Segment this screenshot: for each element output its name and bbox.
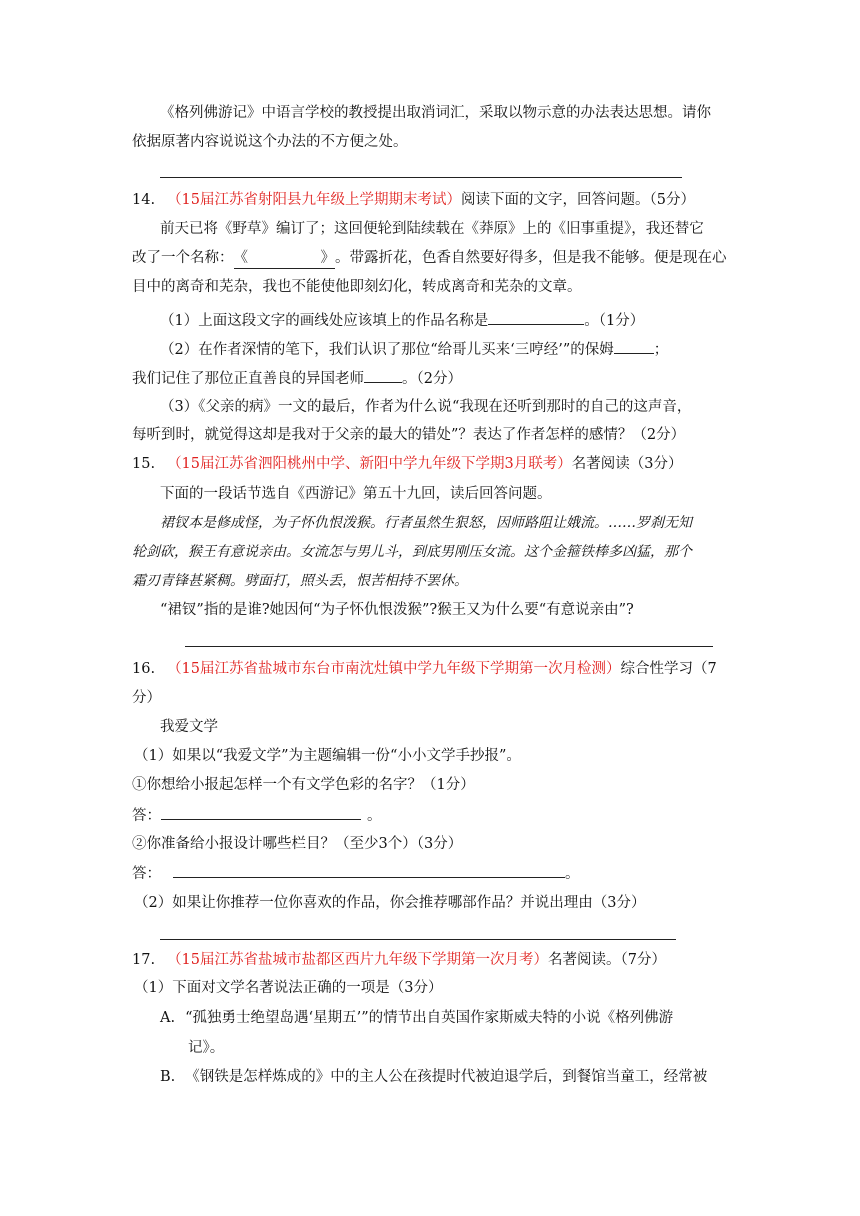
answer-line <box>185 646 713 647</box>
question-source: （15届江苏省射阳县九年级上学期期末考试） <box>167 192 462 208</box>
question-instruction: 名著阅读（3分） <box>571 456 683 472</box>
question-instruction: 综合性学习（7 <box>620 661 717 677</box>
question-15-prompt: “裙钗”指的是谁?她因何“为子怀仇恨泼猴”?猴王又为什么要“有意说亲由”? <box>160 602 634 618</box>
sub-question-score: 。（1分） <box>584 313 645 329</box>
option-a-line-1 <box>160 1008 673 1028</box>
answer-line <box>160 939 676 940</box>
answer-blank[interactable] <box>614 337 654 354</box>
passage-text: 改了一个名称： <box>132 250 234 266</box>
answer-blank[interactable] <box>488 308 584 325</box>
sub-question-text: ； <box>653 342 669 358</box>
verse-line-3: 霜刃青锋甚紧稠。劈面打，照头丢，恨苦相持不罢休。 <box>132 573 468 589</box>
sub-question-3-line-2: 每听到时，就觉得这却是我对于父亲的最大的错处”？表达了作者怎样的感情？（2分） <box>132 427 686 443</box>
verse-line-1: 裙钗本是修成怪，为子怀仇恨泼猴。行者虽然生狠怒，因师路阻让娥流。……罗刹无知 <box>160 515 692 531</box>
question-17-header <box>132 950 666 970</box>
answer-line <box>160 177 682 178</box>
question-16-header-cont: 分） <box>132 690 161 706</box>
intro-line-2: 依据原著内容说说这个办法的不方便之处。 <box>132 134 408 150</box>
verse-line-2: 轮剑砍，猴王有意说亲由。女流怎与男儿斗，到底男刚压女流。这个金箍铁棒多凶猛，那个 <box>132 544 692 560</box>
option-text: “孤独勇士绝望岛遇‘星期五’”的情节出自英国作家斯威夫特的小说《格列佛游 <box>185 1010 674 1026</box>
question-number: 14. <box>132 192 156 208</box>
sub-question-1a: ①你想给小报起怎样一个有文学色彩的名字？（1分） <box>132 777 475 793</box>
question-16-header <box>132 659 717 679</box>
option-a-line-2: 记》。 <box>188 1040 225 1056</box>
answer-end: 。 <box>367 808 382 824</box>
option-b-line-1 <box>160 1067 707 1087</box>
passage-line-2 <box>132 248 727 269</box>
answer-blank[interactable] <box>364 366 402 383</box>
answer-2-row <box>132 863 580 884</box>
sub-question-1: （1）下面对文学名著说法正确的一项是（3分） <box>134 980 443 996</box>
passage-line-1: 前天已将《野草》编订了；这回便轮到陆续载在《莽原》上的《旧事重提》，我还替它 <box>160 221 704 237</box>
sub-question-3-line-1: （3）《父亲的病》一文的最后，作者为什么说“我现在还听到那时的自己的这声音， <box>160 399 692 415</box>
theme-title: 我爱文学 <box>160 719 218 735</box>
answer-blank[interactable] <box>173 863 565 878</box>
answer-blank[interactable] <box>161 805 361 820</box>
question-14-header <box>132 190 695 210</box>
question-number: 17. <box>132 952 156 968</box>
passage-text: 。带露折花，色香自然要好得多，但是我不能够。便是现在心 <box>335 250 727 266</box>
sub-question-1: （1）如果以“我爱文学”为主题编辑一份“小小文学手抄报”。 <box>134 748 521 764</box>
question-source: （15届江苏省盐城市东台市南沈灶镇中学九年级下学期第一次月检测） <box>167 661 621 677</box>
sub-question-text: 我们记住了那位正直善良的异国老师 <box>132 371 364 387</box>
question-number: 16. <box>132 661 156 677</box>
question-source: （15届江苏省泗阳桃州中学、新阳中学九年级下学期3月联考） <box>167 456 572 472</box>
question-source: （15届江苏省盐城市盐都区西片九年级下学期第一次月考） <box>167 952 549 968</box>
intro-line-1: 《格列佛游记》中语言学校的教授提出取消词汇，采取以物示意的办法表达思想。请你 <box>160 105 711 121</box>
question-15-intro: 下面的一段话节选自《西游记》第五十九回，读后回答问题。 <box>160 486 552 502</box>
sub-question-score: 。（2分） <box>402 371 462 387</box>
sub-question-2: （2）如果让你推荐一位你喜欢的作品，你会推荐哪部作品？并说出理由（3分） <box>134 895 646 911</box>
option-label: A. <box>160 1010 176 1026</box>
question-instruction: 阅读下面的文字，回答问题。（5分） <box>461 192 695 208</box>
passage-line-3: 目中的离奇和芜杂，我也不能使他即刻幻化，转成离奇和芜杂的文章。 <box>132 279 582 295</box>
answer-1-row <box>132 805 382 826</box>
sub-question-2-line-2 <box>132 366 462 389</box>
option-label: B. <box>160 1069 176 1085</box>
sub-question-1b: ②你准备给小报设计哪些栏目？（至少3个）（3分） <box>132 836 463 852</box>
answer-label: 答： <box>132 808 161 824</box>
question-15-header <box>132 454 682 474</box>
question-instruction: 名著阅读。（7分） <box>548 952 666 968</box>
answer-label: 答： <box>132 866 161 882</box>
sub-question-text: （2）在作者深情的笔下，我们认识了那位“给哥儿买来‘三哼经’”的保姆 <box>160 342 614 358</box>
question-number: 15. <box>132 456 156 472</box>
underlined-title-blank: 《 》 <box>234 248 336 269</box>
option-text: 《钢铁是怎样炼成的》中的主人公在孩提时代被迫退学后，到餐馆当童工，经常被 <box>185 1069 708 1085</box>
answer-end: 。 <box>565 866 580 882</box>
sub-question-text: （1）上面这段文字的画线处应该填上的作品名称是 <box>160 313 489 329</box>
sub-question-2-line-1 <box>160 337 668 360</box>
sub-question-1 <box>160 308 644 331</box>
